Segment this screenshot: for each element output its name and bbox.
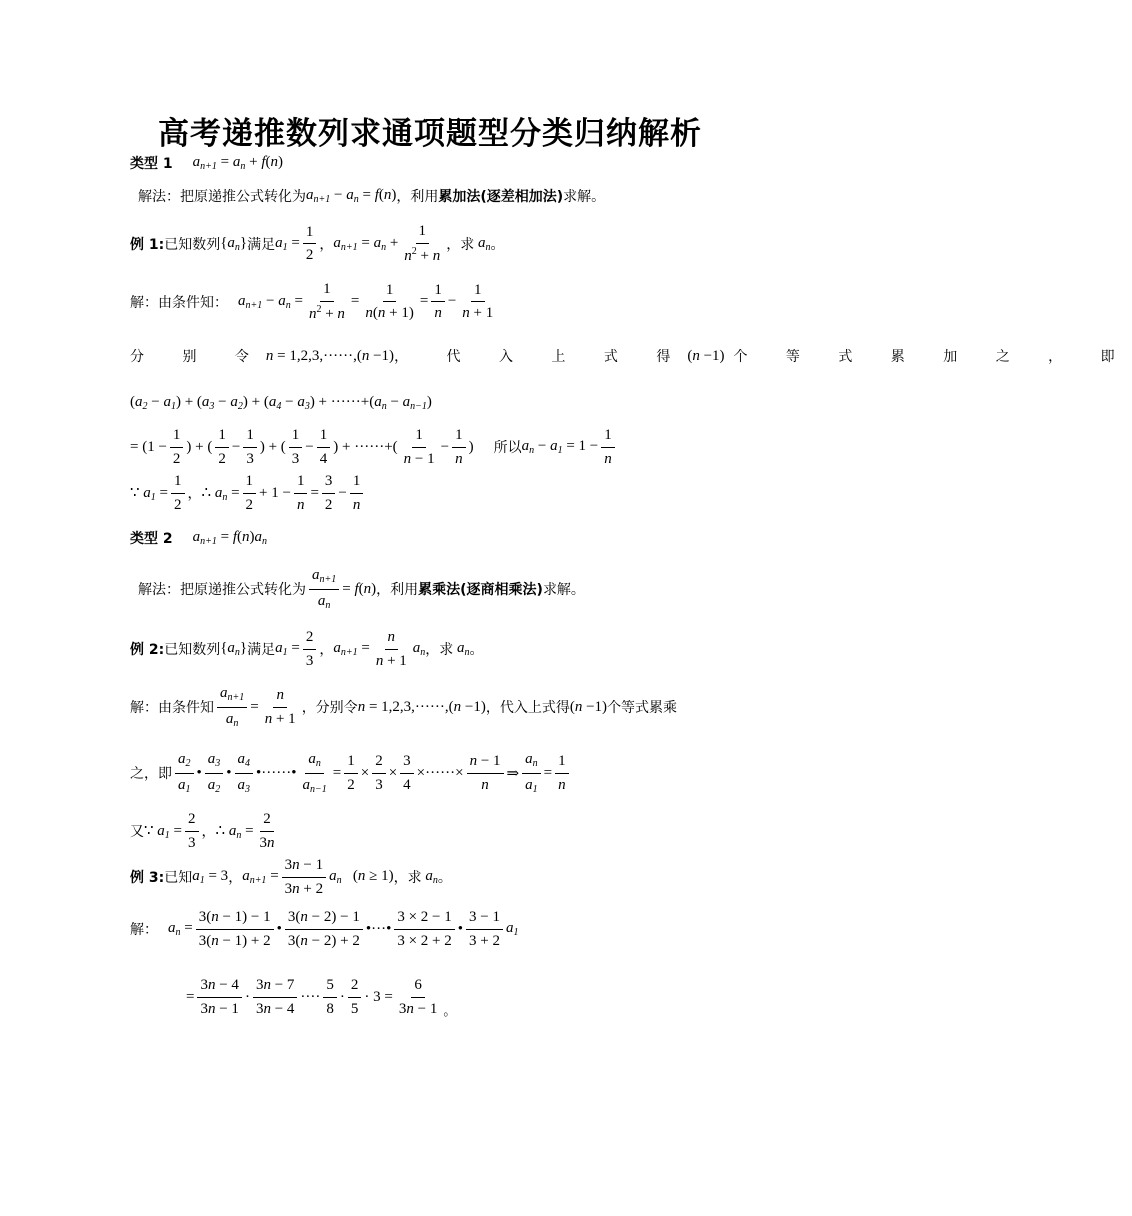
example2-solution-1: 解：由条件知 $\frac{a_{n+1}}{a_n}$ = $\frac{n}{n + 1}$ ，分别令 n = 1,2,3,······,(n −1) ，代入上式得 (n −1) 个等式累乘 xyxy=(130,685,678,729)
example2-solution-3: 又 ∵ $a_1$ = $\frac{2}{3}$ ， ∴ $a_n$ = $\frac{2}{3n}$ xyxy=(130,811,275,851)
example1-solution-5: ∵ $a_1$ = $\frac{1}{2}$ ， ∴ $a_n$ = $\frac{1}{2}$ + 1 − $\frac{1}{n}$ = $\frac{3}{2}$ − $\frac{1}{n}$ xyxy=(130,472,366,515)
type1-heading: 类型 1 $a_{n+1} = a_n + f(n)$ xyxy=(130,154,283,172)
page-title: 高考递推数列求通项题型分类归纳解析 xyxy=(158,116,702,152)
example2-solution-2: 之，即 $\frac{a_2}{a_1}$ • $\frac{a_3}{a_2}$ • $\frac{a_4}{a_3}$ •······• $\frac{a_n}{a_{n-1}}$ = $\frac{1}{2}$ × $\frac{2}{3}$ × $\frac{3}{4}$ ×······× $\frac{n - 1}{n}$ ⇒ $\frac{a_n}{a_1}$ = $\frac{1}{n}$ xyxy=(130,750,572,796)
example1-solution-1: 解：由条件知： $a_{n+1} - a_n$ = $\frac{1}{n^2 + n}$ = $\frac{1}{n(n + 1)}$ = $\frac{1}{n}$ − $\frac{1}{n + 1}$ xyxy=(130,281,494,322)
example2-statement: 例 2: 已知数列 $\{a_n\}$ 满足 $a_1$ = $\frac{2}{3}$ ， $a_{n+1}$ = $\frac{n}{n + 1}$ $a_n$ ，求 $a_n$ 。 xyxy=(130,629,484,669)
example1-solution-4: = (1 − $\frac{1}{2}$ ) + ( $\frac{1}{2}$ − $\frac{1}{3}$ ) + ( $\frac{1}{3}$ − $\frac{1}{4}$ ) + ······+( $\frac{1}{n - 1}$ − $\frac{1}{n}$ ) 所以 $a_n - a_1 = 1$ − $\frac{1}{n}$ xyxy=(130,426,618,469)
type1-method: 解法：把原递推公式转化为 $a_{n+1} - a_n = f(n)$ ，利用 累加法(逐差相加法) 求解。 xyxy=(138,187,606,205)
example3-solution-2: = $\frac{3n - 4}{3n - 1}$ · $\frac{3n - 7}{3n - 4}$ ···· $\frac{5}{8}$ · $\frac{2}{5}$ · 3 = $\frac{6}{3n - 1}$ 。 xyxy=(186,977,457,1019)
type2-method: 解法：把原递推公式转化为 $\frac{a_{n+1}}{a_n}$ = f(n) ，利用 累乘法(逐商相乘法) 求解。 xyxy=(138,567,585,611)
example1-solution-2: 分 别 令 n = 1,2,3,······,(n −1) ， 代 入 上 式 得 (n −1) 个 等 式 累 加 之 ， 即 xyxy=(130,347,1132,365)
example3-statement: 例 3: 已知 $a_1 = 3$ ， $a_{n+1}$ = $\frac{3n - 1}{3n + 2}$ $a_n$ (n ≥ 1) ，求 $a_n$ 。 xyxy=(130,857,452,897)
example1-statement: 例 1: 已知数列 $\{a_n\}$ 满足 $a_1$ = $\frac{1}{2}$ ， $a_{n+1} = a_n$ + $\frac{1}{n^2 + n}$ ，求 $a_n$ 。 xyxy=(130,223,505,264)
type2-heading: 类型 2 $a_{n+1} = f(n)a_n$ xyxy=(130,529,268,547)
example1-solution-3: $(a_2 - a_1) + (a_3 - a_2) + (a_4 - a_3) + \cdot\cdot\cdot\cdot\cdot\cdot+(a_n - a_{n-1})$ xyxy=(130,394,432,412)
example3-solution-1: 解： $a_n$ = $\frac{3(n - 1) - 1}{3(n - 1) + 2}$ • $\frac{3(n - 2) - 1}{3(n - 2) + 2}$ •···• $\frac{3 \times 2 - 1}{3 \times 2 + 2}$ • $\frac{3 - 1}{3 + 2}$ $a_1$ xyxy=(130,909,519,949)
